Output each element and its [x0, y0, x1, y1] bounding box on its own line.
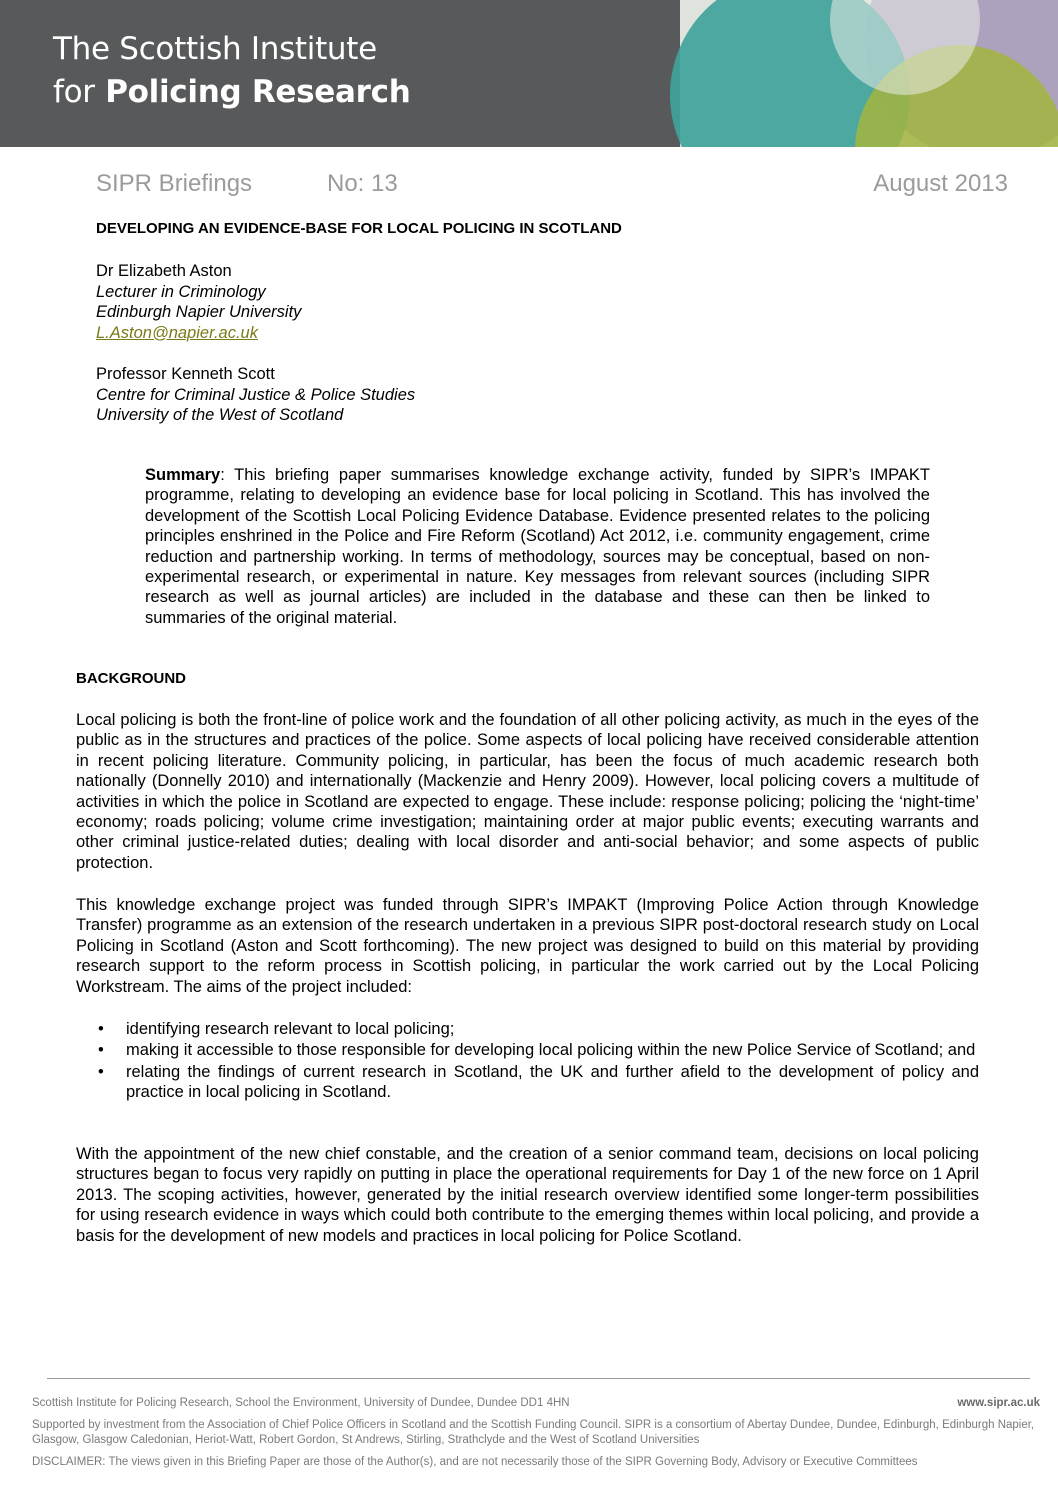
bullet-icon: • [98, 1041, 104, 1060]
bullet-icon: • [98, 1062, 104, 1081]
background-paragraph-3: With the appointment of the new chief constable, and the creation of a senior command team, decisions on local policing structures began to focus very rapidly on putting in place the operational requirements for Day 1 of the new force on 1 April 2013. The scoping activities, however, generated by the initial research overview identified some longer-term possibilities for using research evidence in ways which could both contribute to the emerging themes within local policing, and provide a basis for the development of new models and practices in local policing for Police Scotland. [76, 1145, 979, 1245]
list-item-text: identifying research relevant to local policing; [126, 1020, 455, 1038]
briefing-date: August 2013 [873, 170, 1008, 197]
footer-address-row [32, 1396, 1040, 1411]
list-item [76, 1062, 979, 1103]
author-institution: Edinburgh Napier University [96, 303, 302, 321]
author-institution: University of the West of Scotland [96, 406, 344, 424]
header-banner [0, 0, 1058, 147]
author-block-scott [96, 364, 415, 426]
institute-name-prefix: for [53, 74, 95, 110]
author-name: Professor Kenneth Scott [96, 365, 275, 383]
list-item [76, 1019, 979, 1039]
author-block-aston [96, 261, 301, 343]
institute-name-line2 [53, 71, 410, 114]
author-email-link[interactable]: L.Aston@napier.ac.uk [96, 323, 258, 342]
institute-logo-text [53, 28, 410, 114]
footer-divider [47, 1378, 1030, 1379]
institute-name-bold: Policing Research [105, 74, 411, 110]
briefing-meta-row [96, 170, 1008, 202]
author-name: Dr Elizabeth Aston [96, 262, 232, 280]
briefing-series: SIPR Briefings [96, 170, 253, 197]
section-heading-background: BACKGROUND [76, 670, 186, 687]
aims-list [76, 1019, 979, 1104]
list-item [76, 1040, 979, 1060]
list-item-text: making it accessible to those responsible for developing local policing within the new Police Service of Scotland; and [126, 1041, 976, 1060]
footer-disclaimer: DISCLAIMER: The views given in this Briefing Paper are those of the Author(s), and are not necessarily those of the SIPR Governing Body, Advisory or Executive Committees [32, 1456, 918, 1468]
background-paragraph-2: This knowledge exchange project was funded through SIPR’s IMPAKT (Improving Police Action through Knowledge Transfer) programme as an extension of the research undertaken in a previous SIPR post-doctoral research study on Local Policing in Scotland (Aston and Scott forthcoming). The new project was designed to build on this material by providing research support to the reform process in Scottish policing, in particular the work carried out by the Local Policing Workstream. The aims of the project included: [76, 896, 979, 996]
document-title: DEVELOPING AN EVIDENCE-BASE FOR LOCAL POLICING IN SCOTLAND [96, 220, 622, 237]
institute-name-line1: The Scottish Institute [53, 31, 377, 67]
list-item-text: relating the findings of current research in Scotland, the UK and further afield to the development of policy and practice in local policing in Scotland. [126, 1062, 979, 1102]
author-role: Lecturer in Criminology [96, 282, 266, 301]
summary-text: : This briefing paper summarises knowledge exchange activity, funded by SIPR’s IMPAKT programme, relating to developing an evidence base for local policing in Scotland. This has involved the development of the Scottish Local Policing Evidence Database. Evidence presented relates to the policing principles enshrined in the Police and Fire Reform (Scotland) Act 2012, i.e. community engagement, crime reduction and partnership working. In terms of methodology, sources may be conceptual, based on non-experimental research, or experimental in nature. Key messages from relevant sources (including SIPR research as well as journal articles) are included in the database and these can then be linked to summaries of the original material. [145, 466, 930, 627]
footer-address: Scottish Institute for Policing Research, School the Environment, University of Dundee, Dundee DD1 4HN [32, 1397, 570, 1409]
author-role: Centre for Criminal Justice & Police Studies [96, 385, 416, 404]
summary-paragraph [145, 465, 930, 628]
bullet-icon: • [98, 1020, 104, 1038]
briefing-number: No: 13 [327, 170, 398, 197]
footer-website-link[interactable]: www.sipr.ac.uk [957, 1397, 1040, 1409]
background-paragraph-1: Local policing is both the front-line of police work and the foundation of all other policing activity, as much in the eyes of the public as in the structures and practices of the police. Some aspects of local policing have received considerable attention in recent policing literature. Community policing, in particular, has been the focus of much academic research both nationally (Donnelly 2010) and internationally (Mackenzie and Henry 2009). However, local policing covers a multitude of activities in which the police in Scotland are expected to engage. These include: response policing; policing the ‘night-time’ economy; roads policing; volume crime investigation; maintaining order at major public events; executing warrants and other criminal justice-related duties; dealing with local disorder and anti-social behavior; and some aspects of public protection. [76, 711, 979, 872]
summary-label: Summary [145, 466, 221, 484]
footer-support-text: Supported by investment from the Association of Chief Police Officers in Scotland and the Scottish Funding Council. SIPR is a consortium of Abertay Dundee, Dundee, Edinburgh, Edinburgh Napier, Glasgow, Glasgow Caledonian, Heriot-Watt, Robert Gordon, St Andrews, Stirling, Strathclyde and the West of Scotland Universities [32, 1419, 1035, 1446]
